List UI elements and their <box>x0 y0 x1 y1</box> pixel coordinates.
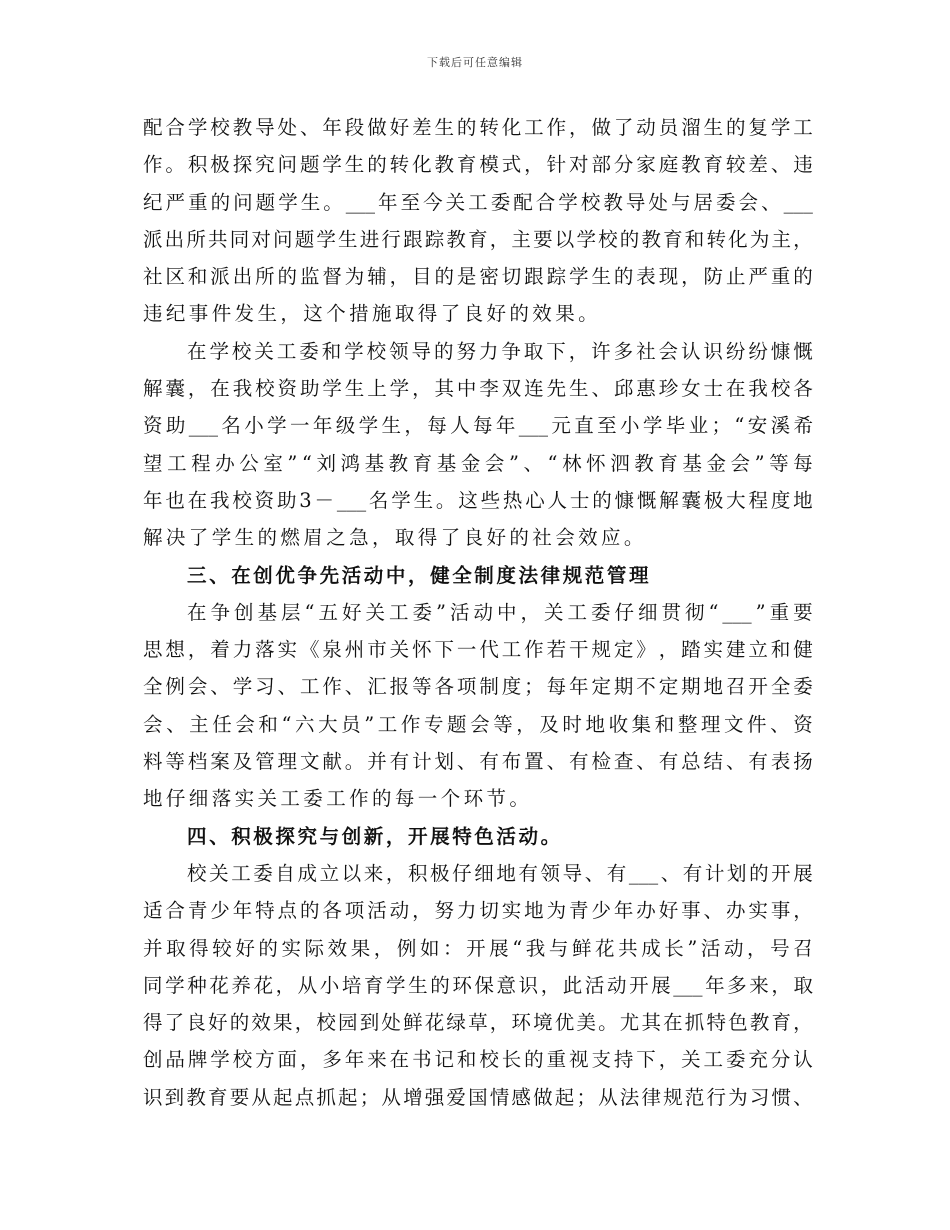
paragraph-line: 全 例 会 、 学 习 、 工 作 、 汇 报 等 各 项 制 度 ； 每 年 定 期 不 定 期 地 召 开 全 委 <box>143 675 813 699</box>
paragraph-line: 违纪事件发生，这个措施取得了良好的效果。 <box>143 302 602 326</box>
section-heading: 四、积极探究与创新，开展特色活动。 <box>187 824 563 848</box>
paragraph-line: 配 合 学 校 教 导 处 、 年 段 做 好 差 生 的 转 化 工 作 ， 做 了 动 员 溜 生 的 复 学 工 <box>143 116 813 139</box>
paragraph-line: 得 了 良 好 的 效 果 ， 校 园 到 处 鲜 花 绿 草 ， 环 境 优 美 。 尤 其 在 抓 特 色 教 育 ， <box>143 1011 813 1035</box>
paragraph-line: 会 、 主 任 会 和 “ 六 大 员 ” 工 作 专 题 会 等 ， 及 时 地 收 集 和 整 理 文 件 、 资 <box>143 712 813 736</box>
paragraph-line: 望 工 程 办 公 室 ” “ 刘 鸿 基 教 育 基 金 会 ” 、 “ 林 怀 泗 教 育 基 金 会 ” 等 每 <box>143 451 813 475</box>
paragraph-line: 并 取 得 较 好 的 实 际 效 果 ， 例 如 ： 开 展 “ 我 与 鲜 花 共 成 长 ” 活 动 ， 号 召 <box>143 936 813 960</box>
paragraph-line: 在 学 校 关 工 委 和 学 校 领 导 的 努 力 争 取 下 ， 许 多 社 会 认 识 纷 纷 慷 慨 <box>187 339 813 363</box>
paragraph-line: 派 出 所 共 同 对 问 题 学 生 进 行 跟 踪 教 育 ， 主 要 以 学 校 的 教 育 和 转 化 为 主 ， <box>143 227 813 251</box>
section-heading: 三、在创优争先活动中，健全制度法律规范管理 <box>187 563 652 587</box>
paragraph-line: 校 关 工 委 自 成 立 以 来 ， 积 极 仔 细 地 有 领 导 、 有 ___ 、 有 计 划 的 开 展 <box>187 861 813 885</box>
paragraph-line: 创 品 牌 学 校 方 面 ， 多 年 来 在 书 记 和 校 长 的 重 视 支 持 下 ， 关 工 委 充 分 认 <box>143 1048 813 1072</box>
paragraph-line: 解决了学生的燃眉之急，取得了良好的社会效应。 <box>143 526 647 550</box>
page-header: 下载后可任意编辑 <box>427 56 523 69</box>
paragraph-line: 料 等 档 案 及 管 理 文 献 。 并 有 计 划 、 有 布 置 、 有 检 查 、 有 总 结 、 有 表 扬 <box>143 750 813 774</box>
paragraph-line: 作 。 积 极 探 究 问 题 学 生 的 转 化 教 育 模 式 ， 针 对 部 分 家 庭 教 育 较 差 、 违 <box>143 153 813 177</box>
paragraph-line: 年 也 在 我 校 资 助 3 － ___ 名 学 生 。 这 些 热 心 人 士 的 慷 慨 解 囊 极 大 程 度 地 <box>143 488 813 512</box>
paragraph-line: 识 到 教 育 要 从 起 点 抓 起 ； 从 增 强 爱 国 情 感 做 起 ； 从 法 律 规 范 行 为 习 惯 、 <box>143 1085 813 1109</box>
paragraph-line: 社 区 和 派 出 所 的 监 督 为 辅 ， 目 的 是 密 切 跟 踪 学 生 的 表 现 ， 防 止 严 重 的 <box>143 265 813 289</box>
paragraph-line: 在 争 创 基 层 “ 五 好 关 工 委 ” 活 动 中 ， 关 工 委 仔 细 贯 彻 “ ___ ” 重 要 <box>187 600 813 624</box>
paragraph-line: 解 囊 ， 在 我 校 资 助 学 生 上 学 ， 其 中 李 双 连 先 生 、 邱 惠 珍 女 士 在 我 校 各 <box>143 377 813 401</box>
paragraph-line: 资 助 ___ 名 小 学 一 年 级 学 生 ， 每 人 每 年 ___ 元 直 至 小 学 毕 业 ； “ 安 溪 希 <box>143 414 813 438</box>
document-body <box>143 109 813 1116</box>
paragraph-line: 同 学 种 花 养 花 ， 从 小 培 育 学 生 的 环 保 意 识 ， 此 活 动 开 展 ___ 年 多 来 ， 取 <box>143 973 813 997</box>
paragraph-line: 思 想 ， 着 力 落 实 《 泉 州 市 关 怀 下 一 代 工 作 若 干 规 定 》 ， 踏 实 建 立 和 健 <box>143 638 813 662</box>
paragraph-line: 适 合 青 少 年 特 点 的 各 项 活 动 ， 努 力 切 实 地 为 青 少 年 办 好 事 、 办 实 事 ， <box>143 899 813 923</box>
paragraph-line: 地仔细落实关工委工作的每一个环节。 <box>143 787 533 811</box>
paragraph-line: 纪 严 重 的 问 题 学 生 。 ___ 年 至 今 关 工 委 配 合 学 校 教 导 处 与 居 委 会 、 ___ <box>143 190 813 214</box>
